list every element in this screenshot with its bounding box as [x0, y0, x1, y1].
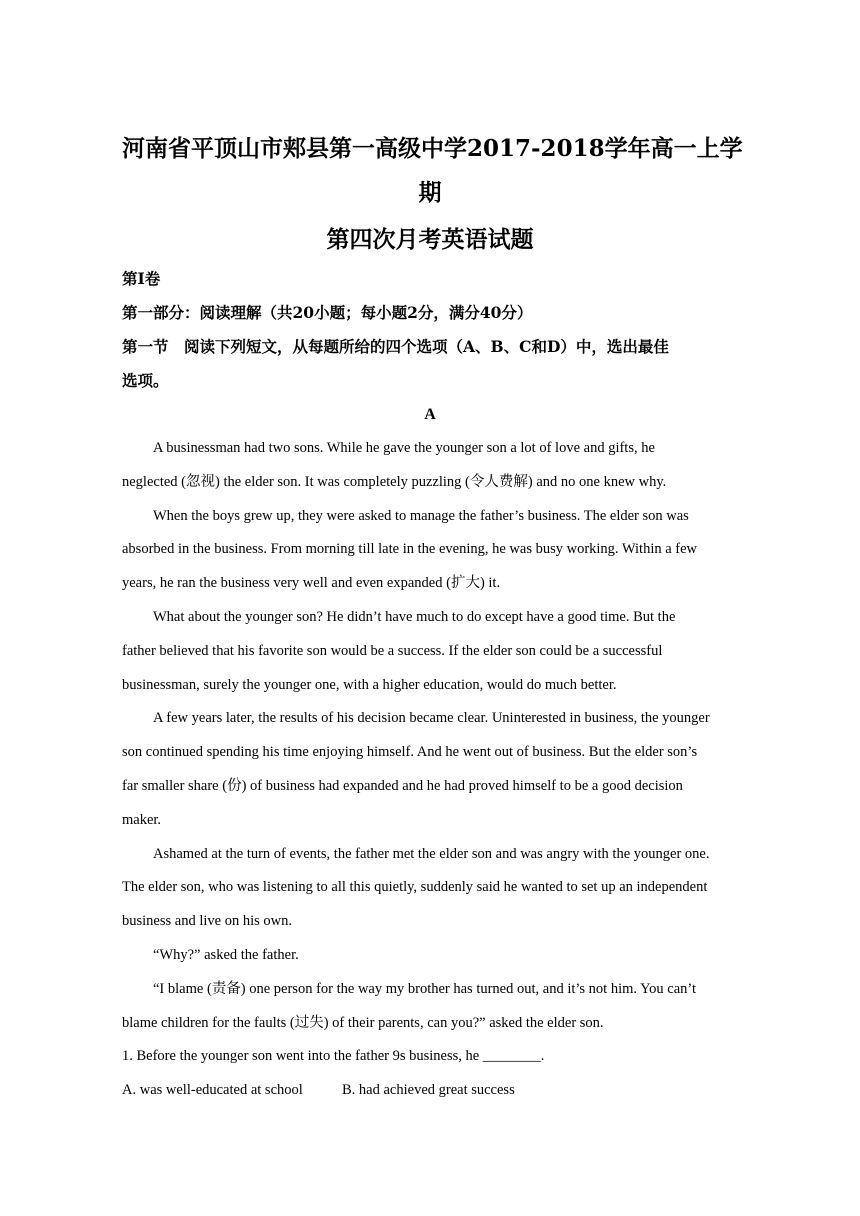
- title-line-2: 期: [418, 179, 442, 206]
- passage-heading: A: [424, 406, 436, 423]
- volume-label: 第Ⅰ卷: [122, 269, 161, 288]
- passage-line: business and live on his own.: [122, 913, 292, 929]
- passage-line: businessman, surely the younger one, with a higher education, would do much better.: [122, 677, 617, 693]
- passage-line: far smaller share (份) of business had expanded and he had proved himself to be a good decision: [122, 778, 683, 794]
- part1-heading: 第一部分：阅读理解（共20小题；每小题2分，满分40分）: [122, 303, 533, 322]
- section1-instruction-line1: 第一节 阅读下列短文，从每题所给的四个选项（A、B、C和D）中，选出最佳: [122, 337, 669, 356]
- passage-line: absorbed in the business. From morning till late in the evening, he was busy working. Within a few: [122, 541, 698, 557]
- passage-line: A few years later, the results of his decision became clear. Uninterested in business, the younger: [153, 710, 710, 726]
- passage-line: father believed that his favorite son would be a success. If the elder son could be a successful: [122, 643, 663, 659]
- passage-line: years, he ran the business very well and even expanded (扩大) it.: [122, 575, 501, 591]
- title-line-3: 第四次月考英语试题: [326, 226, 534, 253]
- passage-line: “I blame (责备) one person for the way my brother has turned out, and it’s not him. You can’t: [153, 981, 696, 997]
- passage-line: What about the younger son? He didn’t have much to do except have a good time. But the: [153, 609, 676, 625]
- passage-line: “Why?” asked the father.: [153, 947, 299, 963]
- passage-line: maker.: [122, 812, 162, 828]
- passage-line: Ashamed at the turn of events, the father met the elder son and was angry with the younger one.: [153, 846, 710, 862]
- question-1-stem: 1. Before the younger son went into the father 9s business, he ________.: [122, 1048, 545, 1064]
- passage-line: blame children for the faults (过失) of their parents, can you?” asked the elder son.: [122, 1015, 604, 1031]
- passage-line: When the boys grew up, they were asked to manage the father’s business. The elder son was: [153, 508, 689, 524]
- question-1-option-a: A. was well-educated at school: [122, 1082, 303, 1098]
- title-line-1: 河南省平顶山市郏县第一高级中学2017-2018学年高一上学: [122, 135, 743, 162]
- passage-line: son continued spending his time enjoying himself. And he went out of business. But the elder son’s: [122, 744, 698, 760]
- passage-line: neglected (忽视) the elder son. It was completely puzzling (令人费解) and no one knew why.: [122, 474, 667, 490]
- passage-line: The elder son, who was listening to all this quietly, suddenly said he wanted to set up an independent: [122, 879, 708, 895]
- passage-line: A businessman had two sons. While he gave the younger son a lot of love and gifts, he: [153, 440, 655, 456]
- question-1-option-b: B. had achieved great success: [342, 1082, 515, 1098]
- section1-instruction-line2: 选项。: [122, 371, 169, 390]
